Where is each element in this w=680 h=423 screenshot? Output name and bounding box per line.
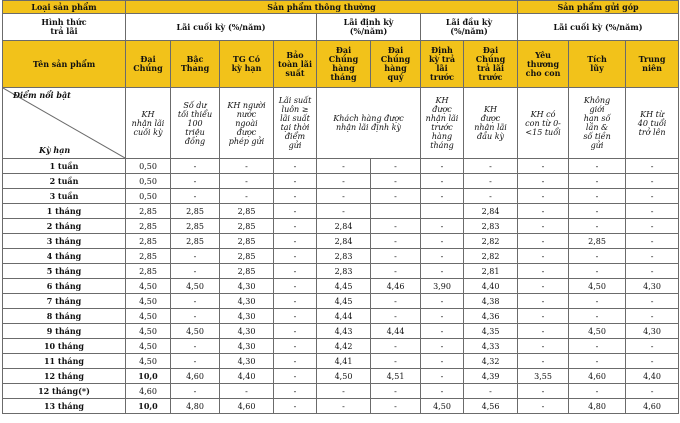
rate-cell: 4,30 [626,324,679,339]
rate-cell: - [464,159,518,174]
rate-cell: - [371,219,421,234]
rate-cell: - [220,384,274,399]
product-type-header: Loại sản phẩm [3,1,126,14]
pay-end-header: Lãi cuối kỳ (%/năm) [126,14,317,41]
rate-cell: - [371,384,421,399]
rate-cell: - [171,159,220,174]
table-row [3,159,679,174]
rate-cell: 4,60 [220,399,274,414]
rate-cell: 4,80 [171,399,220,414]
product-column-header: Trung niên [626,41,679,88]
rate-cell: - [626,309,679,324]
rate-cell: 4,36 [464,309,518,324]
rate-cell: - [371,294,421,309]
rate-cell: - [626,264,679,279]
rate-cell: 4,30 [220,324,274,339]
rate-cell: - [421,294,464,309]
rate-cell: 2,81 [464,264,518,279]
rate-cell: - [421,174,464,189]
term-cell: 10 tháng [3,339,126,354]
term-cell: 1 tháng [3,204,126,219]
rate-cell: - [220,159,274,174]
rate-cell: - [317,399,371,414]
rate-cell: 4,50 [126,294,171,309]
rate-cell: 4,30 [220,354,274,369]
rate-cell: - [274,234,317,249]
pay-upfront-header: Lãi đầu kỳ (%/năm) [421,14,518,41]
term-cell: 6 tháng [3,279,126,294]
rate-cell: - [421,369,464,384]
term-cell: 1 tuần [3,159,126,174]
rate-cell: 2,85 [220,219,274,234]
rate-cell: 4,42 [317,339,371,354]
rate-cell: - [274,354,317,369]
rate-cell: - [171,174,220,189]
rate-cell: 4,50 [126,354,171,369]
product-column-header: TG Có kỳ hạn [220,41,274,88]
rate-cell: 4,50 [421,399,464,414]
rate-cell: - [274,339,317,354]
term-cell: 2 tháng [3,219,126,234]
rate-cell: - [371,264,421,279]
rate-cell: 2,85 [220,249,274,264]
rate-cell: - [274,174,317,189]
rate-cell: - [421,324,464,339]
rate-cell: 4,44 [371,324,421,339]
rate-cell: - [371,399,421,414]
rate-cell: - [317,174,371,189]
rate-cell: - [421,264,464,279]
pay-periodic-header: Lãi định kỳ (%/năm) [317,14,421,41]
rate-cell: 2,84 [317,219,371,234]
rate-cell: - [569,204,626,219]
table-row [3,219,679,234]
rate-cell: - [569,174,626,189]
highlights-term-cell [3,88,126,159]
savings-pay-end-header: Lãi cuối kỳ (%/năm) [518,14,679,41]
rate-cell: - [569,264,626,279]
rate-cell: - [569,189,626,204]
product-highlight-note: KH từ 40 tuổi trở lên [626,88,679,159]
rate-cell: - [220,189,274,204]
product-highlight-note: Không giới hạn số lần & số tiền gửi [569,88,626,159]
rate-cell: - [421,249,464,264]
rate-cell: 0,50 [126,159,171,174]
rate-cell: - [171,384,220,399]
product-column-header: Đại Chúng hàng tháng [317,41,371,88]
rate-cell: 2,85 [126,204,171,219]
product-column-header: Bảo toàn lãi suất [274,41,317,88]
rate-cell: - [317,384,371,399]
rate-cell: - [274,219,317,234]
rate-cell: 4,40 [220,369,274,384]
rate-cell: - [274,159,317,174]
rate-cell: - [274,189,317,204]
rate-cell: 4,43 [317,324,371,339]
rate-cell: 4,60 [626,399,679,414]
rate-cell: 4,30 [220,309,274,324]
rate-cell: - [569,294,626,309]
table-row [3,399,679,414]
rate-cell: 2,85 [220,234,274,249]
rate-cell: 2,85 [171,219,220,234]
table-row [3,384,679,399]
rate-cell: - [371,249,421,264]
term-cell: 12 tháng(*) [3,384,126,399]
rate-cell: 2,84 [317,234,371,249]
rate-cell: - [518,339,569,354]
term-cell: 5 tháng [3,264,126,279]
rate-cell: - [171,309,220,324]
rate-cell: 4,50 [126,324,171,339]
table-row [3,339,679,354]
rate-cell: - [171,264,220,279]
rate-cell: 3,55 [518,369,569,384]
rate-cell: 2,85 [126,264,171,279]
rate-cell: - [518,399,569,414]
rate-cell: 4,30 [626,279,679,294]
rate-cell: - [626,249,679,264]
rate-cell: 4,40 [464,279,518,294]
rate-cell: - [371,159,421,174]
rate-cell: - [626,159,679,174]
term-cell: 13 tháng [3,399,126,414]
rate-cell: - [421,234,464,249]
rate-cell: 4,50 [317,369,371,384]
table-row [3,234,679,249]
rate-cell: 4,39 [464,369,518,384]
rate-cell: - [626,384,679,399]
rate-cell: - [569,219,626,234]
product-column-header: Định kỳ trả lãi trước [421,41,464,88]
rate-cell [421,204,464,219]
rate-cell: 4,60 [126,384,171,399]
rate-cell: - [421,159,464,174]
product-highlight-note: Số dư tối thiểu 100 triệu đồng [171,88,220,159]
rate-cell: 0,50 [126,189,171,204]
rate-cell: - [371,339,421,354]
rate-cell: - [569,249,626,264]
product-highlight-note: KH nhận lãi cuối kỳ [126,88,171,159]
rate-cell: - [518,249,569,264]
rate-cell: - [371,189,421,204]
rate-cell: - [317,204,371,219]
interest-rate-table [2,0,679,414]
rate-cell: 10,0 [126,369,171,384]
term-cell: 3 tuần [3,189,126,204]
rate-cell: - [371,234,421,249]
payment-form-header: Hình thức trả lãi [3,14,126,41]
rate-cell: - [569,309,626,324]
rate-cell: 4,41 [317,354,371,369]
rate-cell: - [626,354,679,369]
rate-cell: 2,85 [171,234,220,249]
rate-cell: 4,50 [126,339,171,354]
table-row [3,264,679,279]
table-row [3,354,679,369]
rate-cell: - [518,204,569,219]
rate-cell: 4,38 [464,294,518,309]
rate-cell: 4,45 [317,294,371,309]
highlights-label: Điểm nổi bật [13,90,71,100]
rate-cell: - [421,189,464,204]
term-cell: 4 tháng [3,249,126,264]
rate-cell: 2,85 [220,264,274,279]
rate-cell: 4,45 [317,279,371,294]
product-highlight-note: KH có con từ 0- <15 tuổi [518,88,569,159]
rate-cell: - [274,384,317,399]
table-row [3,204,679,219]
rate-cell: - [274,324,317,339]
term-cell: 7 tháng [3,294,126,309]
rate-cell: 4,30 [220,339,274,354]
rate-cell: - [518,189,569,204]
rate-cell: - [274,294,317,309]
rate-cell: - [371,174,421,189]
rate-cell: 2,82 [464,249,518,264]
product-column-header: Đại Chúng hàng quý [371,41,421,88]
rate-cell: - [274,369,317,384]
table-row [3,189,679,204]
term-cell: 11 tháng [3,354,126,369]
rate-cell: - [171,249,220,264]
rate-cell: 4,32 [464,354,518,369]
regular-products-header: Sản phẩm thông thường [126,1,518,14]
rate-cell: - [626,339,679,354]
rate-cell: - [518,354,569,369]
term-cell: 12 tháng [3,369,126,384]
rate-cell: - [464,189,518,204]
header-row-payment [3,14,679,41]
rate-cell: 4,35 [464,324,518,339]
rate-cell: 10,0 [126,399,171,414]
product-highlight-note: Lãi suất luôn ≥ lãi suất tại thời điểm gửi [274,88,317,159]
rate-cell: 4,30 [220,279,274,294]
rate-cell: 2,85 [569,234,626,249]
rate-cell: - [626,204,679,219]
rate-cell: - [421,309,464,324]
rate-cell: - [518,294,569,309]
product-highlight-note: Khách hàng được nhận lãi định kỳ [317,88,421,159]
rate-cell: 2,85 [171,204,220,219]
rate-cell: 4,60 [569,369,626,384]
rate-cell: - [518,309,569,324]
rate-cell: 4,44 [317,309,371,324]
rate-cell: - [626,294,679,309]
rate-cell: - [518,174,569,189]
table-row [3,324,679,339]
product-column-header: Tích lũy [569,41,626,88]
table-row [3,369,679,384]
rate-cell: - [626,174,679,189]
product-highlight-note: KH người nước ngoài được phép gửi [220,88,274,159]
rate-cell: - [518,324,569,339]
table-row [3,174,679,189]
table-row [3,309,679,324]
rate-cell: - [274,264,317,279]
rate-cell: - [626,189,679,204]
rates-body [3,159,679,414]
rate-cell: 4,50 [569,279,626,294]
rate-cell: - [371,309,421,324]
savings-products-header: Sản phẩm gửi góp [518,1,679,14]
rate-cell: - [371,354,421,369]
rate-cell: - [569,339,626,354]
rate-cell: - [464,174,518,189]
rate-cell: - [518,264,569,279]
rate-cell: - [518,159,569,174]
rate-cell: 2,85 [220,204,274,219]
rate-cell: - [171,189,220,204]
rate-cell: 2,85 [126,234,171,249]
rate-cell: - [274,309,317,324]
rate-cell: - [317,189,371,204]
product-highlight-note: KH được nhận lãi trước hàng tháng [421,88,464,159]
rate-cell: - [518,279,569,294]
rate-cell: - [518,384,569,399]
table-row [3,279,679,294]
rate-cell: 2,83 [317,249,371,264]
rate-cell: - [421,354,464,369]
rate-cell: - [220,174,274,189]
header-row-product-names [3,41,679,88]
rate-cell: - [274,204,317,219]
header-row-highlights [3,88,679,159]
rate-cell: 4,50 [126,309,171,324]
table-row [3,294,679,309]
rate-cell: 4,51 [371,369,421,384]
rate-cell: 2,83 [317,264,371,279]
rate-cell: 4,50 [171,324,220,339]
table-row [3,249,679,264]
rate-cell: 2,82 [464,234,518,249]
rate-cell: 4,40 [626,369,679,384]
rate-cell: 4,56 [464,399,518,414]
rate-cell: 2,83 [464,219,518,234]
term-cell: 8 tháng [3,309,126,324]
rate-cell: 4,30 [220,294,274,309]
rate-cell [371,204,421,219]
rate-cell: - [569,159,626,174]
rate-cell: - [274,279,317,294]
rate-cell: 2,85 [126,219,171,234]
rate-cell: 4,60 [171,369,220,384]
rate-cell: - [569,384,626,399]
rate-cell: - [626,234,679,249]
rate-cell: - [421,384,464,399]
rate-cell: - [171,294,220,309]
rate-cell: 4,50 [126,279,171,294]
rate-cell: 4,80 [569,399,626,414]
rate-cell: 4,46 [371,279,421,294]
product-highlight-note: KH được nhận lãi đầu kỳ [464,88,518,159]
rate-cell: 2,84 [464,204,518,219]
term-cell: 2 tuần [3,174,126,189]
rate-cell: - [518,219,569,234]
term-cell: 9 tháng [3,324,126,339]
rate-cell: - [626,219,679,234]
rate-cell: - [518,234,569,249]
rate-cell: 4,50 [171,279,220,294]
header-row-groups [3,1,679,14]
rate-cell: - [421,219,464,234]
rate-cell: 0,50 [126,174,171,189]
rate-cell: - [421,339,464,354]
product-column-header: Yêu thương cho con [518,41,569,88]
term-cell: 3 tháng [3,234,126,249]
rate-cell: - [274,399,317,414]
product-column-header: Đại Chúng [126,41,171,88]
rate-cell: - [317,159,371,174]
product-name-header: Tên sản phẩm [3,41,126,88]
rate-cell: 3,90 [421,279,464,294]
rate-cell: - [464,384,518,399]
rate-cell: - [569,354,626,369]
rate-cell: 2,85 [126,249,171,264]
rate-cell: - [171,354,220,369]
rate-cell: - [274,249,317,264]
rate-cell: - [171,339,220,354]
product-column-header: Bậc Thang [171,41,220,88]
product-column-header: Đại Chúng trả lãi trước [464,41,518,88]
rate-cell: 4,33 [464,339,518,354]
term-label: Kỳ hạn [39,145,71,155]
rate-cell: 4,50 [569,324,626,339]
